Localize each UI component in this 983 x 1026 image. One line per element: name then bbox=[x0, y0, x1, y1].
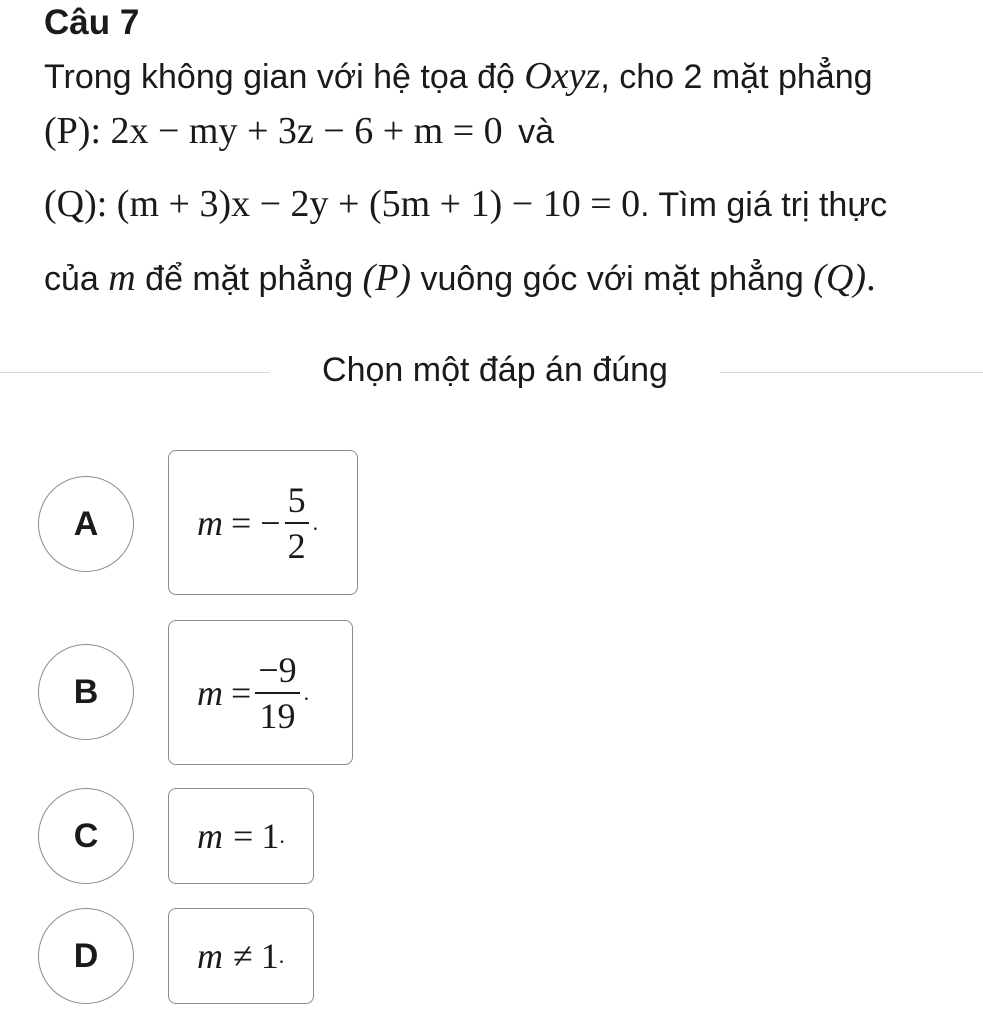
divider-right bbox=[720, 372, 983, 373]
question-text: . Tìm giá trị thực bbox=[640, 186, 888, 224]
option-c-letter[interactable]: C bbox=[38, 788, 134, 884]
question-text: , cho 2 mặt phẳng bbox=[600, 58, 873, 96]
option-a-fraction: $\frac{5}{2}$ bbox=[285, 480, 309, 566]
option-b-answer-box[interactable] bbox=[168, 620, 353, 765]
question-line-1 bbox=[44, 52, 873, 101]
option-d-answer-box[interactable] bbox=[168, 908, 314, 1004]
option-a-math: m = − $\frac{5}{2}$ . bbox=[197, 479, 319, 566]
option-d-letter[interactable]: D bbox=[38, 908, 134, 1004]
plane-p-label: (P) bbox=[362, 257, 412, 299]
coordinate-system: Oxyz bbox=[524, 55, 601, 97]
and-word: và bbox=[518, 113, 555, 151]
divider-left bbox=[0, 372, 270, 373]
plane-p-equation: (P): 2x − my + 3z − 6 + m = 0 bbox=[44, 110, 503, 152]
choose-answer-label: Chọn một đáp án đúng bbox=[322, 351, 668, 389]
option-c-math: m = 1 . bbox=[197, 816, 285, 856]
question-text: Trong không gian với hệ tọa độ bbox=[44, 58, 525, 96]
question-line-2 bbox=[44, 107, 554, 156]
option-c-answer-box[interactable] bbox=[168, 788, 314, 884]
variable-m: m bbox=[108, 257, 136, 299]
question-line-4: của m để mặt phẳng (P) vuông góc với mặt phẳng (Q). bbox=[44, 257, 876, 299]
option-b-math: m = $\frac{-9}{19}$ . bbox=[197, 649, 310, 736]
plane-q-equation: (Q): (m + 3)x − 2y + (5m + 1) − 10 = 0 bbox=[44, 183, 641, 225]
option-a-answer-box[interactable] bbox=[168, 450, 358, 595]
question-number: Câu 7 bbox=[44, 3, 140, 42]
option-b-fraction: $\frac{-9}{19}$ bbox=[255, 650, 299, 736]
option-b-letter[interactable]: B bbox=[38, 644, 134, 740]
option-a-letter[interactable]: A bbox=[38, 476, 134, 572]
plane-q-label: (Q) bbox=[813, 257, 867, 299]
question-line-3 bbox=[44, 180, 887, 229]
option-d-math: m ≠ 1 . bbox=[197, 936, 285, 976]
